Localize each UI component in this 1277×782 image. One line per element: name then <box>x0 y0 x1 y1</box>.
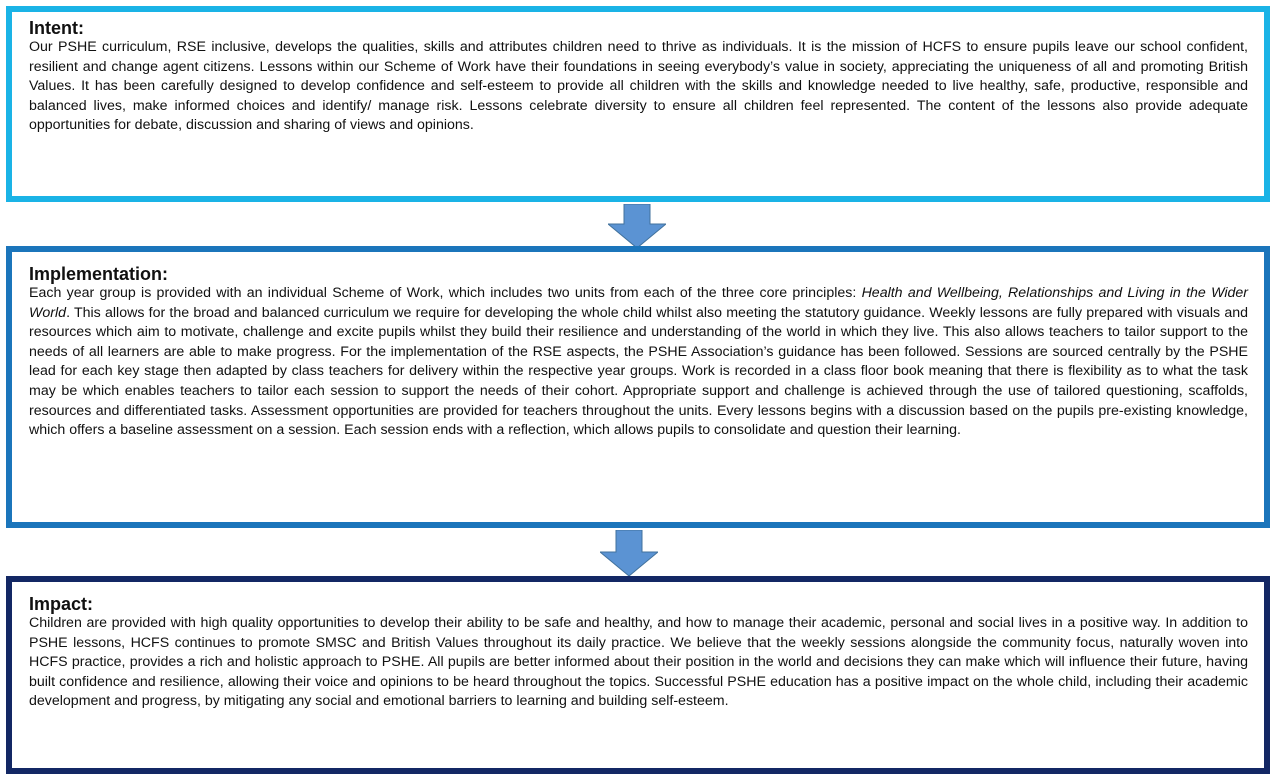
implementation-body <box>29 284 1248 441</box>
impact-heading: Impact: <box>29 594 94 614</box>
impact-body: Children are provided with high quality opportunities to develop their ability to be safe and healthy, and how to manage their academic, personal and social lives in a positive way. In addition to PSHE lessons, HCFS continues to promote SMSC and British Values throughout its daily practice. We believe that the weekly sessions alongside the community focus, naturally woven into HCFS practice, provides a rich and holistic approach to PSHE. All pupils are better informed about their position in the world and decisions they can make which will influence their future, having built confidence and resilience, allowing their voice and opinions to be heard throughout the topics. Successful PSHE education has a positive impact on the whole child, including their academic development and progress, by mitigating any social and emotional barriers to learning and building self-esteem. <box>29 615 1248 710</box>
intent-box <box>6 6 1270 202</box>
implementation-body-start: Each year group is provided with an individual Scheme of Work, which includes two units from each of the three core principles: <box>29 285 862 301</box>
implementation-box <box>6 246 1270 528</box>
implementation-body-rest: . This allows for the broad and balanced curriculum we require for developing the whole child whilst also meeting the statutory guidance. Weekly lessons are fully prepared with visuals and resources which aim to motivate, challenge and excite pupils whilst they build their resilience and understanding of the world in which they live. This also allows teachers to tailor support to the needs of all learners are able to make progress. For the implementation of the RSE aspects, the PSHE Association’s guidance has been followed. Sessions are sourced centrally by the PSHE lead for each key stage then adapted by class teachers for delivery within the respective year groups. Work is recorded in a class floor book meaning that there is flexibility as to what the task may be which enables teachers to tailor each session to support the needs of their cohort. Appropriate support and challenge is achieved through the use of tailored questioning, scaffolds, resources and differentiated tasks. Assessment opportunities are provided for teachers throughout the units. Every lessons begins with a discussion based on the pupils pre-existing knowledge, which offers a baseline assessment on a session. Each session ends with a reflection, which allows pupils to consolidate and question their learning. <box>29 304 1248 439</box>
down-arrow-icon <box>600 530 658 576</box>
core-principles-text: Health and Wellbeing, Relationships and Living in the Wider World <box>29 285 1248 321</box>
impact-box <box>6 576 1270 774</box>
intent-body: Our PSHE curriculum, RSE inclusive, develops the qualities, skills and attributes children need to thrive as individuals. It is the mission of HCFS to ensure pupils leave our school confident, resilient and change agent citizens. Lessons within our Scheme of Work have their foundations in seeing everybody’s value in society, appreciating the uniqueness of all and promoting British Values. It has been carefully designed to develop confidence and self-esteem to provide all children with the skills and knowledge needed to live healthy, safe, productive, responsible and balanced lives, make informed choices and identify/ manage risk. Lessons celebrate diversity to ensure all children feel represented. The content of the lessons also provide adequate opportunities for debate, discussion and sharing of views and opinions. <box>29 39 1248 134</box>
intent-heading: Intent: <box>29 18 84 38</box>
implementation-heading: Implementation: <box>29 264 169 284</box>
down-arrow-icon <box>608 204 666 248</box>
